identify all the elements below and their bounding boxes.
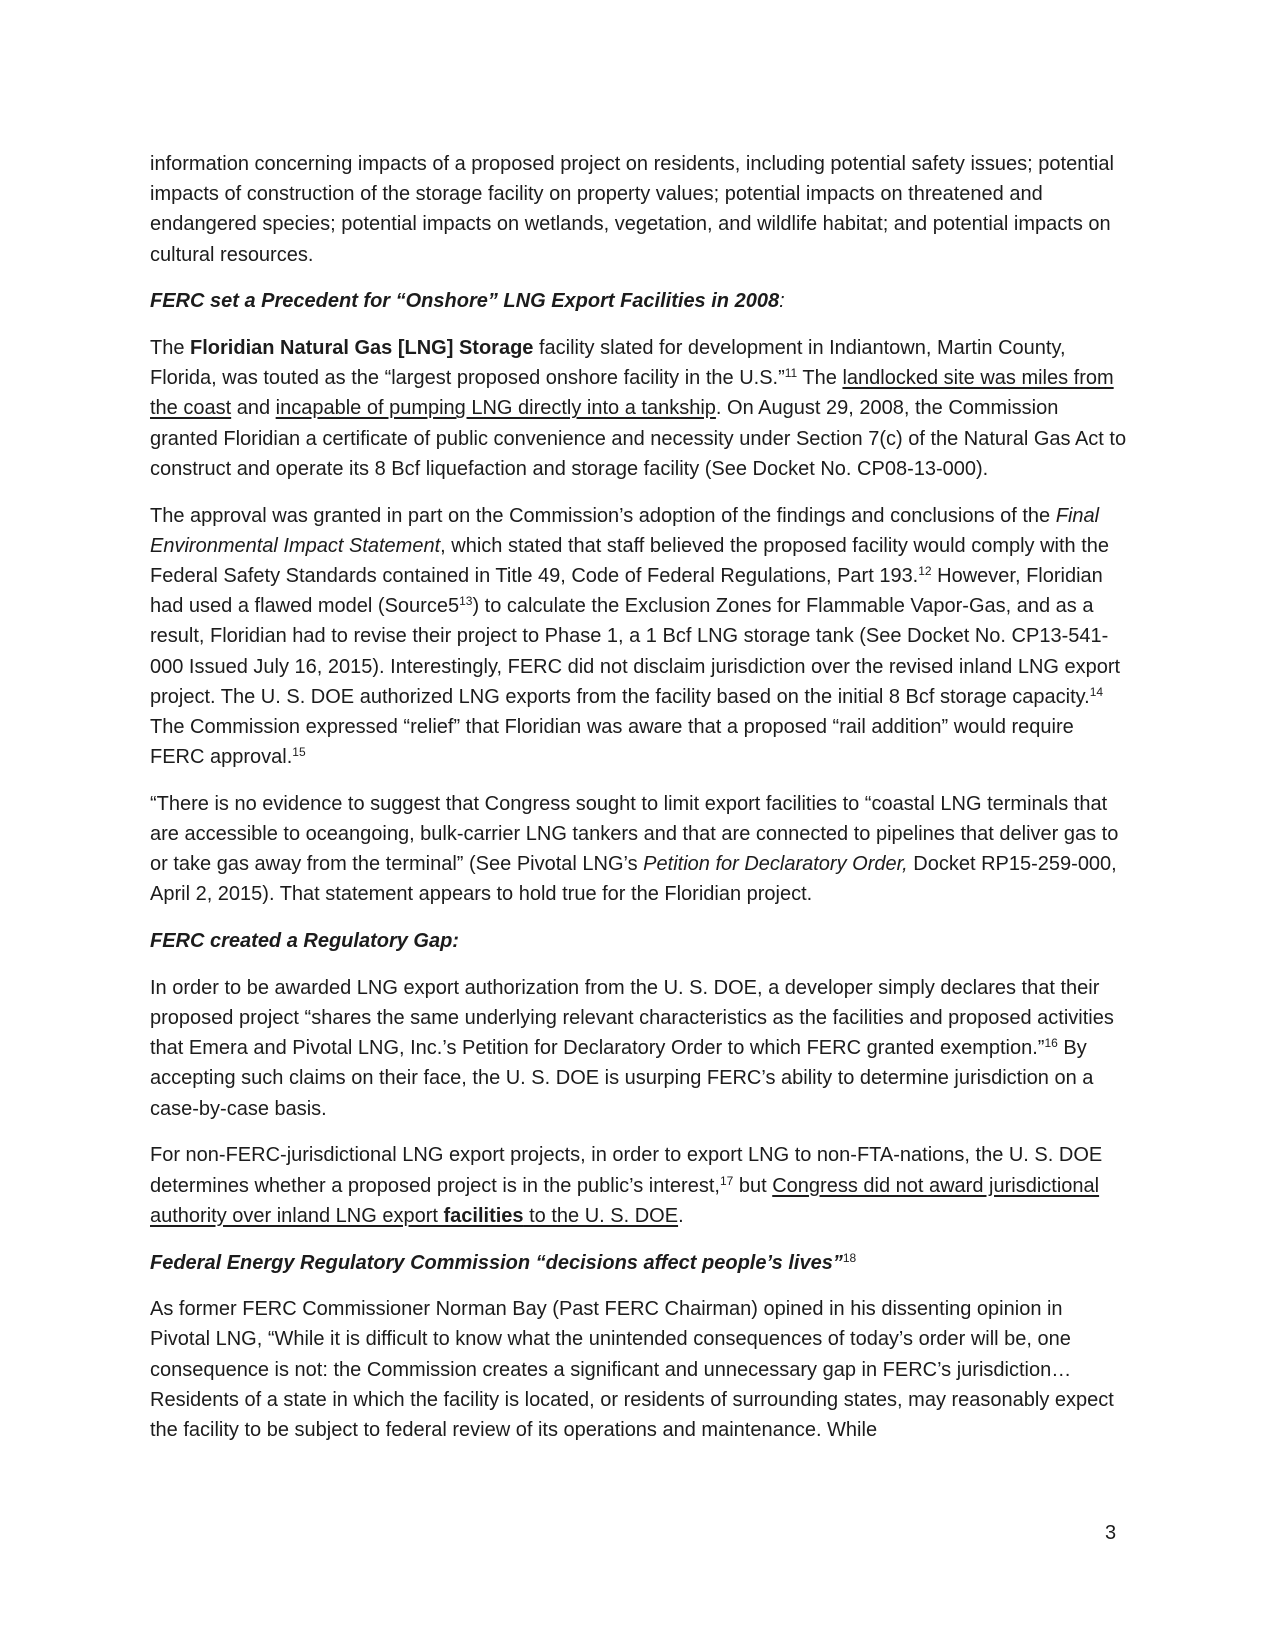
footnote-ref-13: 13 [459,594,473,609]
heading-text: FERC set a Precedent for “Onshore” LNG Export Facilities in 2008 [150,290,780,313]
text-run: The Commission expressed “relief” that Floridian was aware that a proposed “rail addition” would require FERC approval. [150,715,1074,769]
heading-colon: : [779,290,785,313]
heading-regulatory-gap: FERC created a Regulatory Gap: [150,930,459,953]
italic-feis: Final Environmental Impact Statement [150,504,1100,557]
paragraph-no-evidence [150,789,1128,910]
paragraph-export-authorization [150,973,1128,1124]
text-run: . [678,1204,684,1227]
text-run: but [733,1174,773,1197]
text-run: , which stated that staff believed the proposed facility would comply with the Federal Safety Standards contained in Title 49, Code of Federal Regulations, Part 193. [150,534,1110,587]
text-run: “There is no evidence to suggest that Congress sought to limit export facilities to “coastal LNG terminals that are accessible to oceangoing, bulk-carrier LNG tankers and that are connected to pipelines that deliver gas to or take gas away from the terminal” (See Pivotal LNG’s [150,792,1119,876]
text-run: The [150,337,191,360]
text-run: ) to calculate the Exclusion Zones for Flammable Vapor-Gas, and as a result, Floridian had to revise their project to Phase 1, a 1 Bcf LNG storage tank (See Docket No. CP13-541-000 Issued July 16, 2015). Interestingly, FERC did not disclaim jurisdiction over the revised inland LNG export project. The U. S. DOE authorized LNG exports from the facility based on the initial 8 Bcf storage capacity. [150,595,1121,708]
footnote-ref-18: 18 [842,1250,857,1265]
footnote-ref-11: 11 [784,366,798,381]
bold-facility-name: Floridian Natural Gas [LNG] Storage [190,337,534,360]
text-run: and [231,397,276,420]
paragraph-impacts: information concerning impacts of a proposed project on residents, including potential safety issues; potential impacts of construction of the storage facility on property values; potential impacts on threatened and endangered species; potential impacts on wetlands, vegetation, and wildlife habitat; and potential impacts on cultural resources. [150,153,1114,266]
text-run: . On August 29, 2008, the Commission granted Floridian a certificate of public convenience and necessity under Section 7(c) of the Natural Gas Act to construct and operate its 8 Bcf liquefaction and storage facility (See Docket No. CP08-13-000). [150,397,1127,480]
heading-decisions [150,1248,1128,1278]
footnote-ref-16: 16 [1044,1036,1058,1051]
text-run: to the U. S. DOE [523,1204,679,1227]
underlined-landlocked: landlocked site was miles from the coast [150,367,1114,420]
heading-text: Federal Energy Regulatory Commission “decisions affect people’s lives” [150,1251,843,1274]
italic-petition: Petition for Declaratory Order, [643,853,908,876]
text-run: Congress did not award jurisdictional authority over inland LNG export [150,1174,1100,1227]
text-run: For non-FERC-jurisdictional LNG export projects, in order to export LNG to non-FTA-nations, the U. S. DOE determines whether a proposed project is in the public’s interest, [150,1144,1103,1197]
footnote-ref-17: 17 [719,1173,734,1188]
text-run: The [797,367,843,390]
footnote-ref-14: 14 [1089,684,1104,699]
text-run: However, Floridian had used a flawed model (Source5 [150,564,1103,618]
paragraph-floridian [150,333,1128,484]
footnote-ref-12: 12 [918,563,932,578]
paragraph-norman-bay: As former FERC Commissioner Norman Bay (Past FERC Chairman) opined in his dissenting opinion in Pivotal LNG, “While it is difficult to know what the unintended consequences of today’s order will be, one consequence is not: the Commission creates a significant and unnecessary gap in FERC’s jurisdiction… Residents of a state in which the facility is located, or residents of surrounding states, may reasonably expect the facility to be subject to federal review of its operations and maintenance. While [150,1298,1114,1442]
paragraph-non-ferc [150,1140,1128,1231]
paragraph-approval [150,501,1128,773]
footnote-ref-15: 15 [292,745,306,760]
heading-ferc-precedent [150,286,1128,316]
text-run: Docket RP15-259-000, April 2, 2015). That statement appears to hold true for the Floridian project. [150,853,1117,906]
page-number: 3 [1105,1522,1117,1544]
text-run: The approval was granted in part on the Commission’s adoption of the findings and conclusions of the [150,504,1056,527]
bold-facilities: facilities [443,1204,524,1227]
text-run: In order to be awarded LNG export authorization from the U. S. DOE, a developer simply declares that their proposed project “shares the same underlying relevant characteristics as the facilities and proposed activities that Emera and Pivotal LNG, Inc.’s Petition for Declaratory Order to which FERC granted exemption.” [150,976,1114,1060]
text-run: By accepting such claims on their face, the U. S. DOE is usurping FERC’s ability to determine jurisdiction on a case-by-case basis. [150,1037,1094,1120]
underlined-incapable: incapable of pumping LNG directly into a tankship [275,397,716,420]
text-run: facility slated for development in Indiantown, Martin County, Florida, was touted as the “largest proposed onshore facility in the U.S.” [150,337,1066,390]
page-body [150,149,1128,1462]
